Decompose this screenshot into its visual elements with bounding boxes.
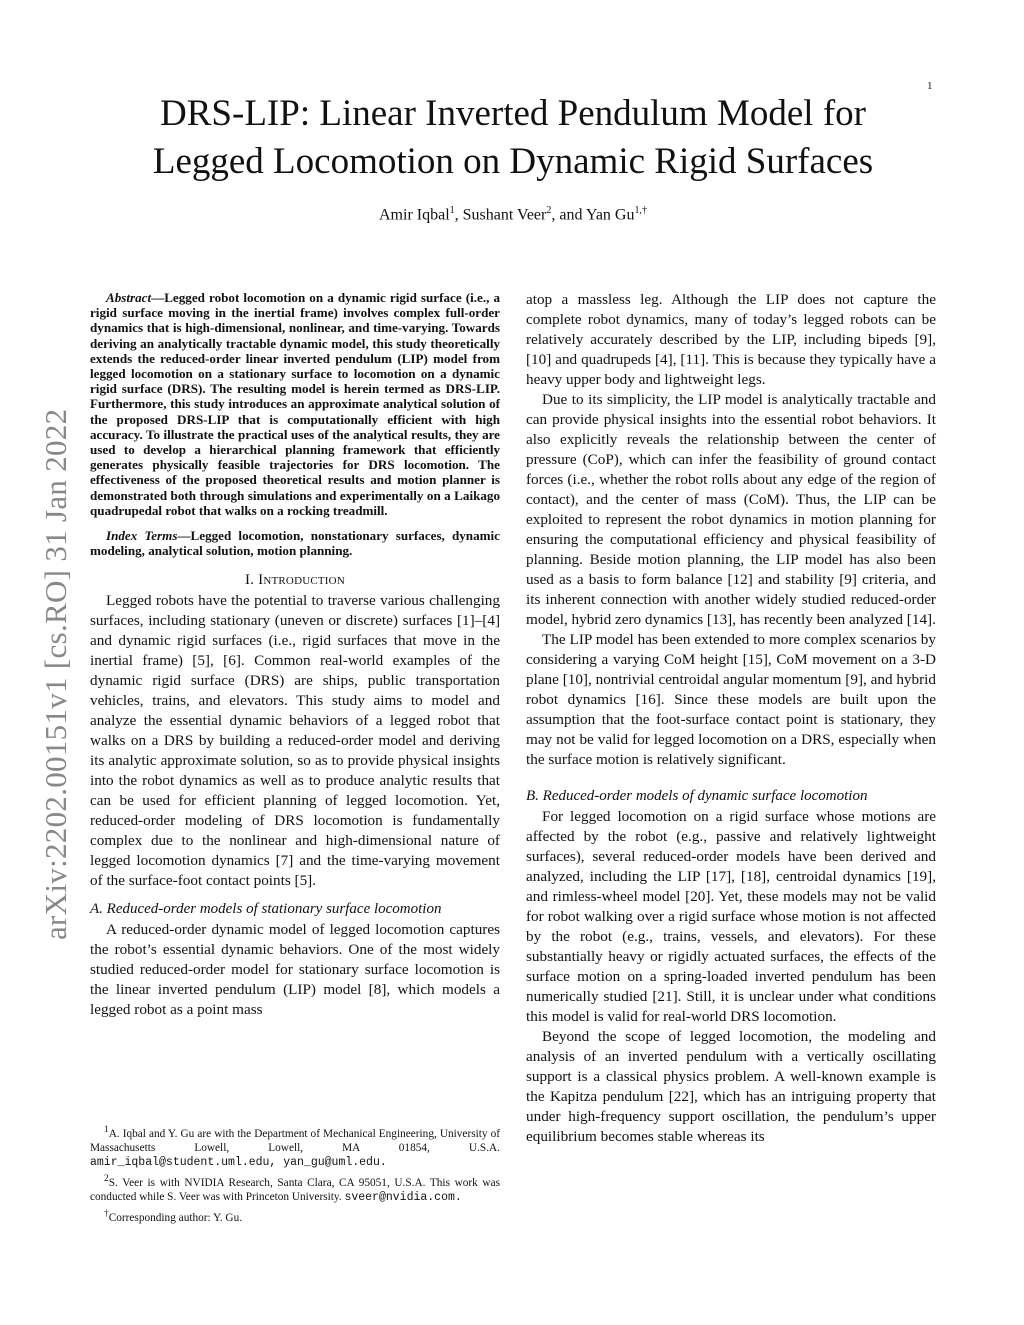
author-separator: , bbox=[454, 206, 463, 224]
body-paragraph: For legged locomotion on a rigid surface whose motions are affected by the robot (e.g., passive and relatively lightweight surfaces), several reduced-order models have been derived and analyzed, including the LIP [17], [18], centroidal dynamics [19], and rimless-wheel model [20]. Yet, these models may not be valid for robot walking over a rigid surface whose motion is not affected by the robot (e.g., trains, vessels, and elevators). For these substantially heavy or rigidly actuated surfaces, the effects of the surface motion on a spring-loaded inverted pendulum has been numerically studied [21]. Still, it is unclear under what conditions this model is valid for real-world DRS locomotion. bbox=[526, 808, 936, 1025]
body-paragraph: The LIP model has been extended to more complex scenarios by considering a varying CoM height [15], CoM movement on a 3-D plane [10], nontrivial centroidal angular momentum [9], and hybrid robot dynamics [16]. Since these models are built upon the assumption that the foot-surface contact point is stationary, they may not be valid for legged locomotion on a DRS, especially when the surface motion is relatively significant. bbox=[526, 631, 936, 768]
body-paragraph: Beyond the scope of legged locomotion, the modeling and analysis of an inverted pendulum with a vertically oscillating support is a classical physics problem. A well-known example is the Kapitza pendulum [22], which has an intriguing property that under high-frequency support oscillation, the pendulum’s upper equilibrium becomes stable whereas its bbox=[526, 1028, 936, 1145]
index-terms-text: —Legged locomotion, nonstationary surfaces, dynamic modeling, analytical solution, motion planning. bbox=[90, 528, 500, 559]
author-name: Sushant Veer bbox=[462, 206, 547, 224]
body-paragraph: atop a massless leg. Although the LIP does not capture the complete robot dynamics, many of today’s legged robots can be relatively accurately described by the LIP, including bipeds [9], [10] and quadrupeds [4], [11]. This is because they typically have a heavy upper body and lightweight legs. bbox=[526, 291, 936, 388]
subsection-heading-b: B. Reduced-order models of dynamic surface locomotion bbox=[526, 788, 868, 804]
section-title: Introduction bbox=[258, 572, 345, 589]
abstract-label: Abstract bbox=[106, 290, 152, 305]
body-paragraph: Due to its simplicity, the LIP model is analytically tractable and can provide physical insights into the essential robot behaviors. It also explicitly reveals the relationship between the center of pressure (CoP), which can infer the feasibility of ground contact forces (i.e., whether the robot rolls about any edge of the region of contact), and the center of mass (CoM). Thus, the LIP can be exploited to represent the robot dynamics in motion planning for ensuring the computational efficiency and physical feasibility of planning. Beside motion planning, the LIP model has also been used as a basis to form balance [12] and stability [9] criteria, and its inherent connection with another widely studied reduced-order model, hybrid zero dynamics [13], has recently been analyzed [14]. bbox=[526, 391, 936, 628]
body-paragraph: Legged robots have the potential to traverse various challenging surfaces, including stationary (uneven or discrete) surfaces [1]–[4] and dynamic rigid surfaces (i.e., rigid surfaces that move in the inertial frame) [5], [6]. Common real-world examples of the dynamic rigid surface (DRS) are ships, public transportation vehicles, trains, and elevators. This study aims to model and analyze the essential dynamic behaviors of a legged robot that walks on a DRS by building a reduced-order model and deriving its analytic approximate solution, so as to provide physical insights into the robot dynamics as well as to produce analytic results that can be used for efficient planning of legged locomotion. Yet, reduced-order modeling of DRS locomotion is fundamentally complex due to the nonlinear and high-dimensional nature of legged locomotion dynamics [7] and the time-varying movement of the surface-foot contact points [5]. bbox=[90, 592, 500, 890]
right-column bbox=[526, 290, 936, 1147]
index-terms-label: Index Terms bbox=[106, 528, 178, 544]
footnote-email: amir_iqbal@student.uml.edu, yan_gu@uml.edu. bbox=[90, 1155, 387, 1169]
author-separator: , and bbox=[551, 206, 586, 224]
title-line-2: Legged Locomotion on Dynamic Rigid Surfaces bbox=[152, 141, 874, 182]
footnotes bbox=[90, 1123, 500, 1226]
abstract-text: —Legged robot locomotion on a dynamic rigid surface (i.e., a rigid surface moving in the inertial frame) involves complex full-order dynamics that is high-dimensional, nonlinear, and time-varying. Towards deriving an analytically tractable dynamic model, this study theoretically extends the reduced-order linear inverted pendulum (LIP) model from legged locomotion on a stationary surface to locomotion on a dynamic rigid surface (DRS). The resulting model is herein termed as DRS-LIP. Furthermore, this study introduces an approximate analytical solution of the proposed DRS-LIP that is computationally efficient with high accuracy. To illustrate the practical uses of the analytical results, they are used to develop a hierarchical planning framework that efficiently generates physically feasible trajectories for DRS locomotion. The effectiveness of the proposed theoretical results and motion planner is demonstrated both through simulations and experimentally on a Laikago quadrupedal robot that walks on a rocking treadmill. bbox=[90, 290, 500, 518]
footnote-affiliation-1 bbox=[90, 1123, 500, 1170]
author-name: Amir Iqbal bbox=[379, 206, 450, 224]
footnote-text: S. Veer is with NVIDIA Research, Santa Clara, CA 95051, U.S.A. This work was conducted while S. Veer was with Princeton University. bbox=[90, 1176, 500, 1203]
footnote-text: Corresponding author: Y. Gu. bbox=[108, 1211, 243, 1224]
footnote-text: A. Iqbal and Y. Gu are with the Department of Mechanical Engineering, University of Massachusetts Lowell, Lowell, MA 01854, U.S.A. bbox=[90, 1127, 500, 1154]
footnote-corresponding-author bbox=[90, 1207, 500, 1225]
footnote-email: sveer@nvidia.com. bbox=[344, 1190, 462, 1204]
paper-title bbox=[90, 90, 936, 186]
section-heading-introduction bbox=[90, 572, 500, 589]
subsection-heading-a: A. Reduced-order models of stationary surface locomotion bbox=[90, 901, 442, 918]
author-list bbox=[90, 205, 936, 224]
title-line-1: DRS-LIP: Linear Inverted Pendulum Model for bbox=[160, 93, 866, 134]
page-number: 1 bbox=[927, 80, 933, 92]
footnote-affiliation-2 bbox=[90, 1172, 500, 1205]
index-terms bbox=[90, 528, 500, 558]
abstract bbox=[90, 290, 500, 518]
affiliation-marker: 2 bbox=[546, 205, 552, 216]
arxiv-identifier-stamp: arXiv:2202.00151v1 [cs.RO] 31 Jan 2022 bbox=[38, 408, 73, 940]
left-column bbox=[90, 290, 500, 1020]
author-name: Yan Gu bbox=[585, 206, 635, 224]
footnote-marker: † bbox=[104, 1208, 109, 1219]
section-numeral: I. bbox=[245, 572, 259, 589]
affiliation-marker: 1 bbox=[449, 205, 455, 216]
affiliation-marker: 1,† bbox=[634, 205, 647, 216]
footnote-marker: 2 bbox=[104, 1173, 109, 1184]
footnote-marker: 1 bbox=[104, 1125, 109, 1135]
body-paragraph: A reduced-order dynamic model of legged locomotion captures the robot’s essential dynamic behaviors. One of the most widely studied reduced-order model for stationary surface locomotion is the linear inverted pendulum (LIP) model [8], which models a legged robot as a point mass bbox=[90, 921, 500, 1019]
